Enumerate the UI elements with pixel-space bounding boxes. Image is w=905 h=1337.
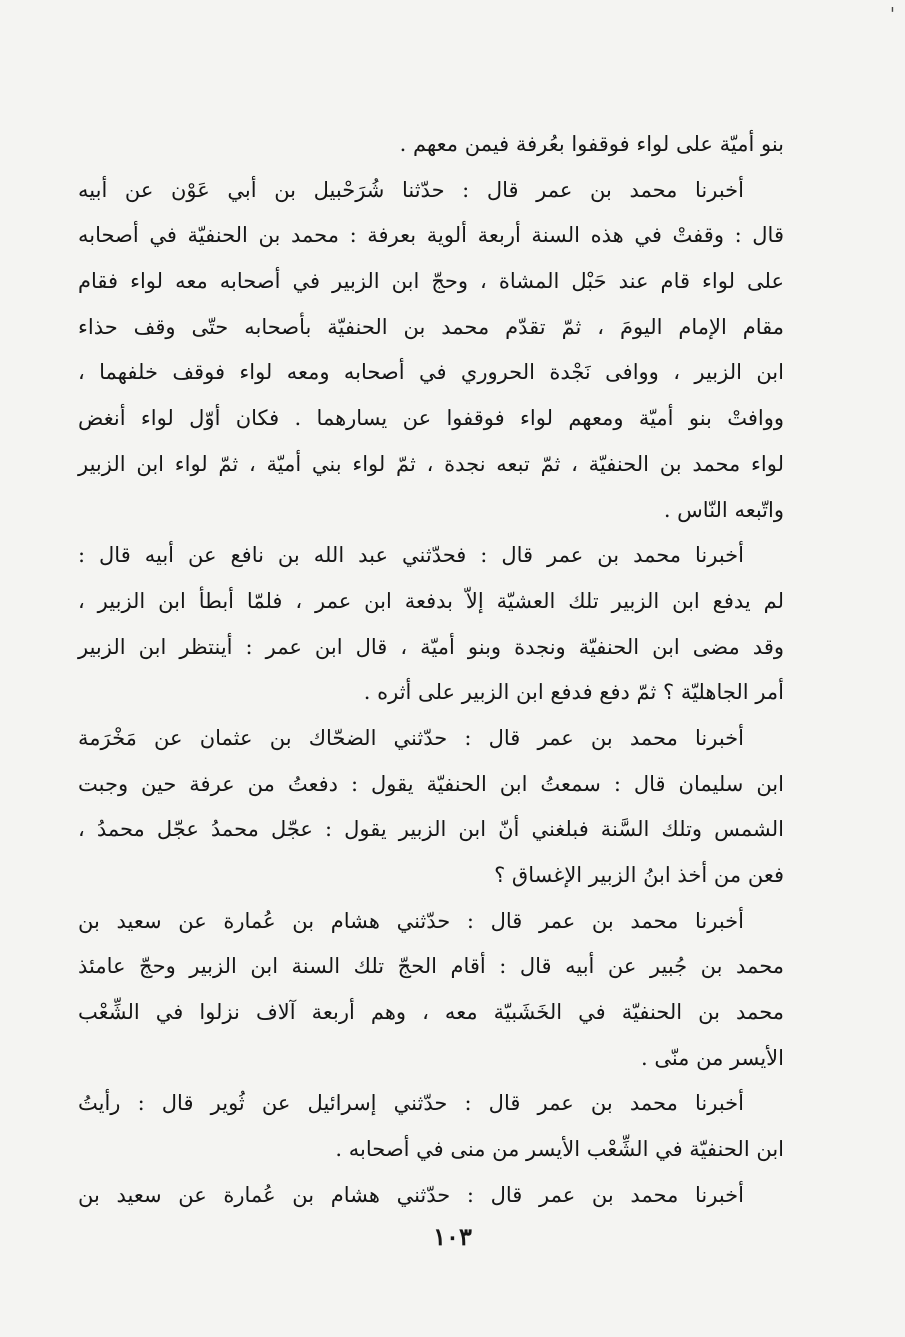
text-line: محمد بن جُبير عن أبيه قال : أقام الحجّ تلك السنة ابن الزبير وحجّ عامئذ — [78, 954, 784, 979]
page-text — [78, 122, 784, 1219]
text-line: ووافتْ بنو أميّة ومعهم لواء فوقفوا عن يسارهما . فكان أوّل لواء أنغض — [78, 406, 784, 431]
text-line: أخبرنا محمد بن عمر قال : حدّثني الضحّاك بن عثمان عن مَخْرَمة — [78, 725, 744, 750]
text-line: أخبرنا محمد بن عمر قال : حدّثني هشام بن عُمارة عن سعيد بن — [78, 908, 744, 933]
text-line: أخبرنا محمد بن عمر قال : حدّثني هشام بن عُمارة عن سعيد بن — [78, 1182, 744, 1207]
text-line: مقام الإمام اليومَ ، ثمّ تقدّم محمد بن الحنفيّة بأصحابه حتّى وقف حذاء — [78, 314, 784, 339]
text-line: أخبرنا محمد بن عمر قال : حدّثني إسرائيل عن ثُوير قال : رأيتُ — [78, 1091, 744, 1116]
text-line: أمر الجاهليّة ؟ ثمّ دفع فدفع ابن الزبير على أثره . — [363, 680, 784, 705]
text-line: ابن الحنفيّة في الشِّعْب الأيسر من منى في أصحابه . — [335, 1137, 784, 1162]
corner-mark: ' — [890, 4, 895, 25]
text-line: أخبرنا محمد بن عمر قال : فحدّثني عبد الله بن نافع عن أبيه قال : — [78, 543, 744, 568]
text-line: أخبرنا محمد بن عمر قال : حدّثنا شُرَحْبيل بن أبي عَوْن عن أبيه — [78, 177, 744, 202]
text-line: واتّبعه النّاس . — [663, 497, 784, 522]
text-line: قال : وقفتْ في هذه السنة أربعة ألوية بعرفة : محمد بن الحنفيّة في أصحابه — [78, 223, 784, 248]
text-line: على لواء قام عند حَبْل المشاة ، وحجّ ابن الزبير في أصحابه معه لواء فقام — [78, 269, 784, 294]
text-line: الشمس وتلك السَّنة فبلغني أنّ ابن الزبير يقول : عجّل محمدُ عجّل محمدُ ، — [78, 817, 784, 842]
text-line: بنو أميّة على لواء فوقفوا بعُرفة فيمن معهم . — [399, 132, 784, 156]
text-line: لواء محمد بن الحنفيّة ، ثمّ تبعه نجدة ، ثمّ لواء بني أميّة ، ثمّ لواء ابن الزبير — [78, 451, 784, 476]
page-number: ١٠٣ — [433, 1222, 472, 1251]
text-line: وقد مضى ابن الحنفيّة ونجدة وبنو أميّة ، قال ابن عمر : أينتظر ابن الزبير — [78, 634, 784, 659]
text-line: ابن الزبير ، ووافى نَجْدة الحروري في أصحابه ومعه لواء فوقف خلفهما ، — [78, 360, 784, 385]
text-line: الأيسر من منّى . — [640, 1045, 784, 1070]
text-line: ابن سليمان قال : سمعتُ ابن الحنفيّة يقول : دفعتُ من عرفة حين وجبت — [78, 771, 784, 796]
text-line: لم يدفع ابن الزبير تلك العشيّة إلاّ بدفعة ابن عمر ، فلمّا أبطأ ابن الزبير ، — [78, 588, 784, 613]
text-line: محمد بن الحنفيّة في الخَشَبيّة معه ، وهم أربعة آلاف نزلوا في الشِّعْب — [78, 1000, 784, 1025]
text-line: فعن من أخذ ابنُ الزبير الإغساق ؟ — [494, 863, 784, 887]
